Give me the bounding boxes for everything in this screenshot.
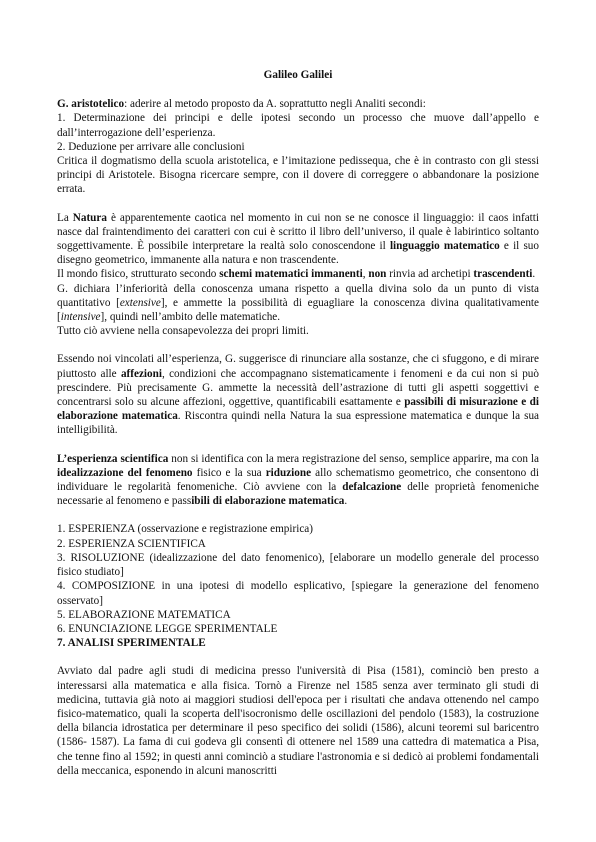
italic-term: extensive xyxy=(119,296,161,309)
bold-term: L’esperienza scientifica xyxy=(57,452,169,465)
bold-term: non xyxy=(368,268,387,281)
paragraph-text: . xyxy=(344,495,348,508)
bold-term: riduzione xyxy=(265,466,312,479)
bold-term: Natura xyxy=(72,211,107,224)
paragraph-text: ], e ammette la possibilità di eguagliare la conoscenza divina qualitativamente [ xyxy=(57,296,540,324)
bold-term: passibili di misurazione e di elaborazione matematica xyxy=(57,396,539,423)
aristotelico-paragraph xyxy=(57,97,539,111)
paragraph-text: e il suo disegno geometrico, immanente alla natura e non trascendente. xyxy=(57,240,539,267)
step-item: 2. ESPERIENZA SCIENTIFICA xyxy=(57,537,206,550)
paragraph-text: allo schematismo geometrico, che consentono di individuare le regolarità fenomeniche. Ciò avviene con la xyxy=(57,466,539,494)
paragraph-text: fisico e la sua xyxy=(192,466,266,479)
bold-term: idealizzazione del fenomeno xyxy=(57,466,193,479)
paragraph-text: , condizioni che accompagnano sistematicamente i fenomeni e da cui non si può prescindere. Più precisamente G. ammette la necessità dell’astrazione di tutti gli aspetti soggettivi e concentrarsi solo su alcune affezioni, oggettive, quantificabili esattamente e xyxy=(57,367,539,409)
paragraph-text: è apparentemente caotica nel momento in cui non se ne conosce il linguaggio: il caos infatti nasce dal fraintendimento dei caratteri con cui è scritto il libro dell’universo, il quale è labirintico soltanto soggettivamente. È possibile interpretare la realtà solo conoscendone il xyxy=(57,211,539,253)
limiti-paragraph: Tutto ciò avviene nella consapevolezza dei propri limiti. xyxy=(57,325,309,338)
esperienza-scientifica-paragraph xyxy=(57,452,539,509)
page-title: Galileo Galilei xyxy=(263,69,333,81)
bold-term: affezioni xyxy=(120,367,162,380)
biography-paragraph: Avviato dal padre agli studi di medicina presso l'università di Pisa (1581), cominciò ben presto a interessarsi alla matematica e alla fisica. Tornò a Firenze nel 1585 senza aver terminato gli studi di medicina, tuttavia già noto ai maggiori studiosi dell'epoca per i risultati che andava ottenendo nel campo fisico-matematico, quali la scoperta dell'isocronismo delle oscillazioni del pendolo (1583), la costruzione della bilancia idrostatica per determinare il peso specifico dei solidi (1586), alcuni teoremi sul baricentro (1586- 1587). La fama di cui godeva gli consentì di ottenere nel 1589 una cattedra di matematica a Pisa, che tenne fino al 1592; in questi anni cominciò a studiare l'astronomia e si dedicò ai problemi fondamentali della meccanica, esponendo in alcuni manoscritti xyxy=(57,665,539,777)
step-item: 5. ELABORAZIONE MATEMATICA xyxy=(57,608,231,621)
bold-term: linguaggio matematico xyxy=(389,240,500,253)
bold-term: ibili di elaborazione matematica xyxy=(191,495,345,508)
paragraph-text: Essendo noi vincolati all’esperienza, G. suggerisce di rinunciare alla sostanze, che ci sfuggono, e di mirare piuttosto alle xyxy=(57,353,539,380)
paragraph-text: Il mondo fisico, strutturato secondo xyxy=(57,268,220,281)
step-item: 7. ANALISI SPERIMENTALE xyxy=(57,637,206,650)
paragraph-gap xyxy=(57,438,539,452)
critique-paragraph: Critica il dogmatismo della scuola aristotelica, e l’imitazione pedissequa, che è in contrasto con gli stessi principi di Aristotele. Bisogna ricercare sempre, con il dovere di correggere o abbandonare la posizione errata. xyxy=(57,155,539,196)
italic-term: intensive xyxy=(60,311,101,324)
paragraph-gap xyxy=(57,508,539,522)
bold-term: trascendenti xyxy=(473,268,533,281)
bold-term: G. aristotelico xyxy=(57,98,125,111)
step-item: 3. RISOLUZIONE (idealizzazione del dato fenomenico), [elaborare un modello generale del processo fisico studiato] xyxy=(57,551,539,579)
paragraph-gap xyxy=(57,197,539,211)
paragraph-text: La xyxy=(57,211,73,224)
paragraph-text: , xyxy=(362,268,369,281)
esperienza-paragraph xyxy=(57,352,539,437)
document-page xyxy=(57,68,539,778)
conoscenza-paragraph xyxy=(57,282,539,325)
step-item: 1. ESPERIENZA (osservazione e registrazione empirica) xyxy=(57,523,313,536)
paragraph-text: delle proprietà fenomeniche necessarie al fenomeno e pass xyxy=(57,481,539,508)
paragraph-text: ], quindi nell’ambito delle matematiche. xyxy=(100,311,281,324)
paragraph-text: . Riscontra quindi nella Natura la sua espressione matematica e dunque la sua intelligibilità. xyxy=(57,410,539,437)
step-item: 6. ENUNCIAZIONE LEGGE SPERIMENTALE xyxy=(57,622,278,635)
list-item: 1. Determinazione dei principi e delle ipotesi secondo un processo che muove dall’appello e dall’interrogazione dell’esperienza. xyxy=(57,112,539,139)
natura-paragraph xyxy=(57,211,539,268)
paragraph-gap xyxy=(57,650,539,664)
bold-term: schemi matematici immanenti xyxy=(219,268,363,281)
paragraph-text: rinvia ad archetipi xyxy=(386,268,474,281)
paragraph-gap xyxy=(57,338,539,352)
step-item: 4. COMPOSIZIONE in una ipotesi di modello esplicativo, [spiegare la generazione del fenomeno osservato] xyxy=(57,580,539,607)
bold-term: defalcazione xyxy=(342,481,402,494)
paragraph-text: G. dichiara l’inferiorità della conoscenza umana rispetto a quella divina solo da un punto di vista quantitativo [ xyxy=(57,282,539,309)
mondo-fisico-paragraph xyxy=(57,267,539,281)
paragraph-text: : aderire al metodo proposto da A. soprattutto negli Analiti secondi: xyxy=(124,98,426,111)
paragraph-text: . xyxy=(532,268,536,281)
paragraph-text: non si identifica con la mera registrazione del senso, semplice apparire, ma con la xyxy=(168,452,539,465)
list-item: 2. Deduzione per arrivare alle conclusioni xyxy=(57,140,245,153)
